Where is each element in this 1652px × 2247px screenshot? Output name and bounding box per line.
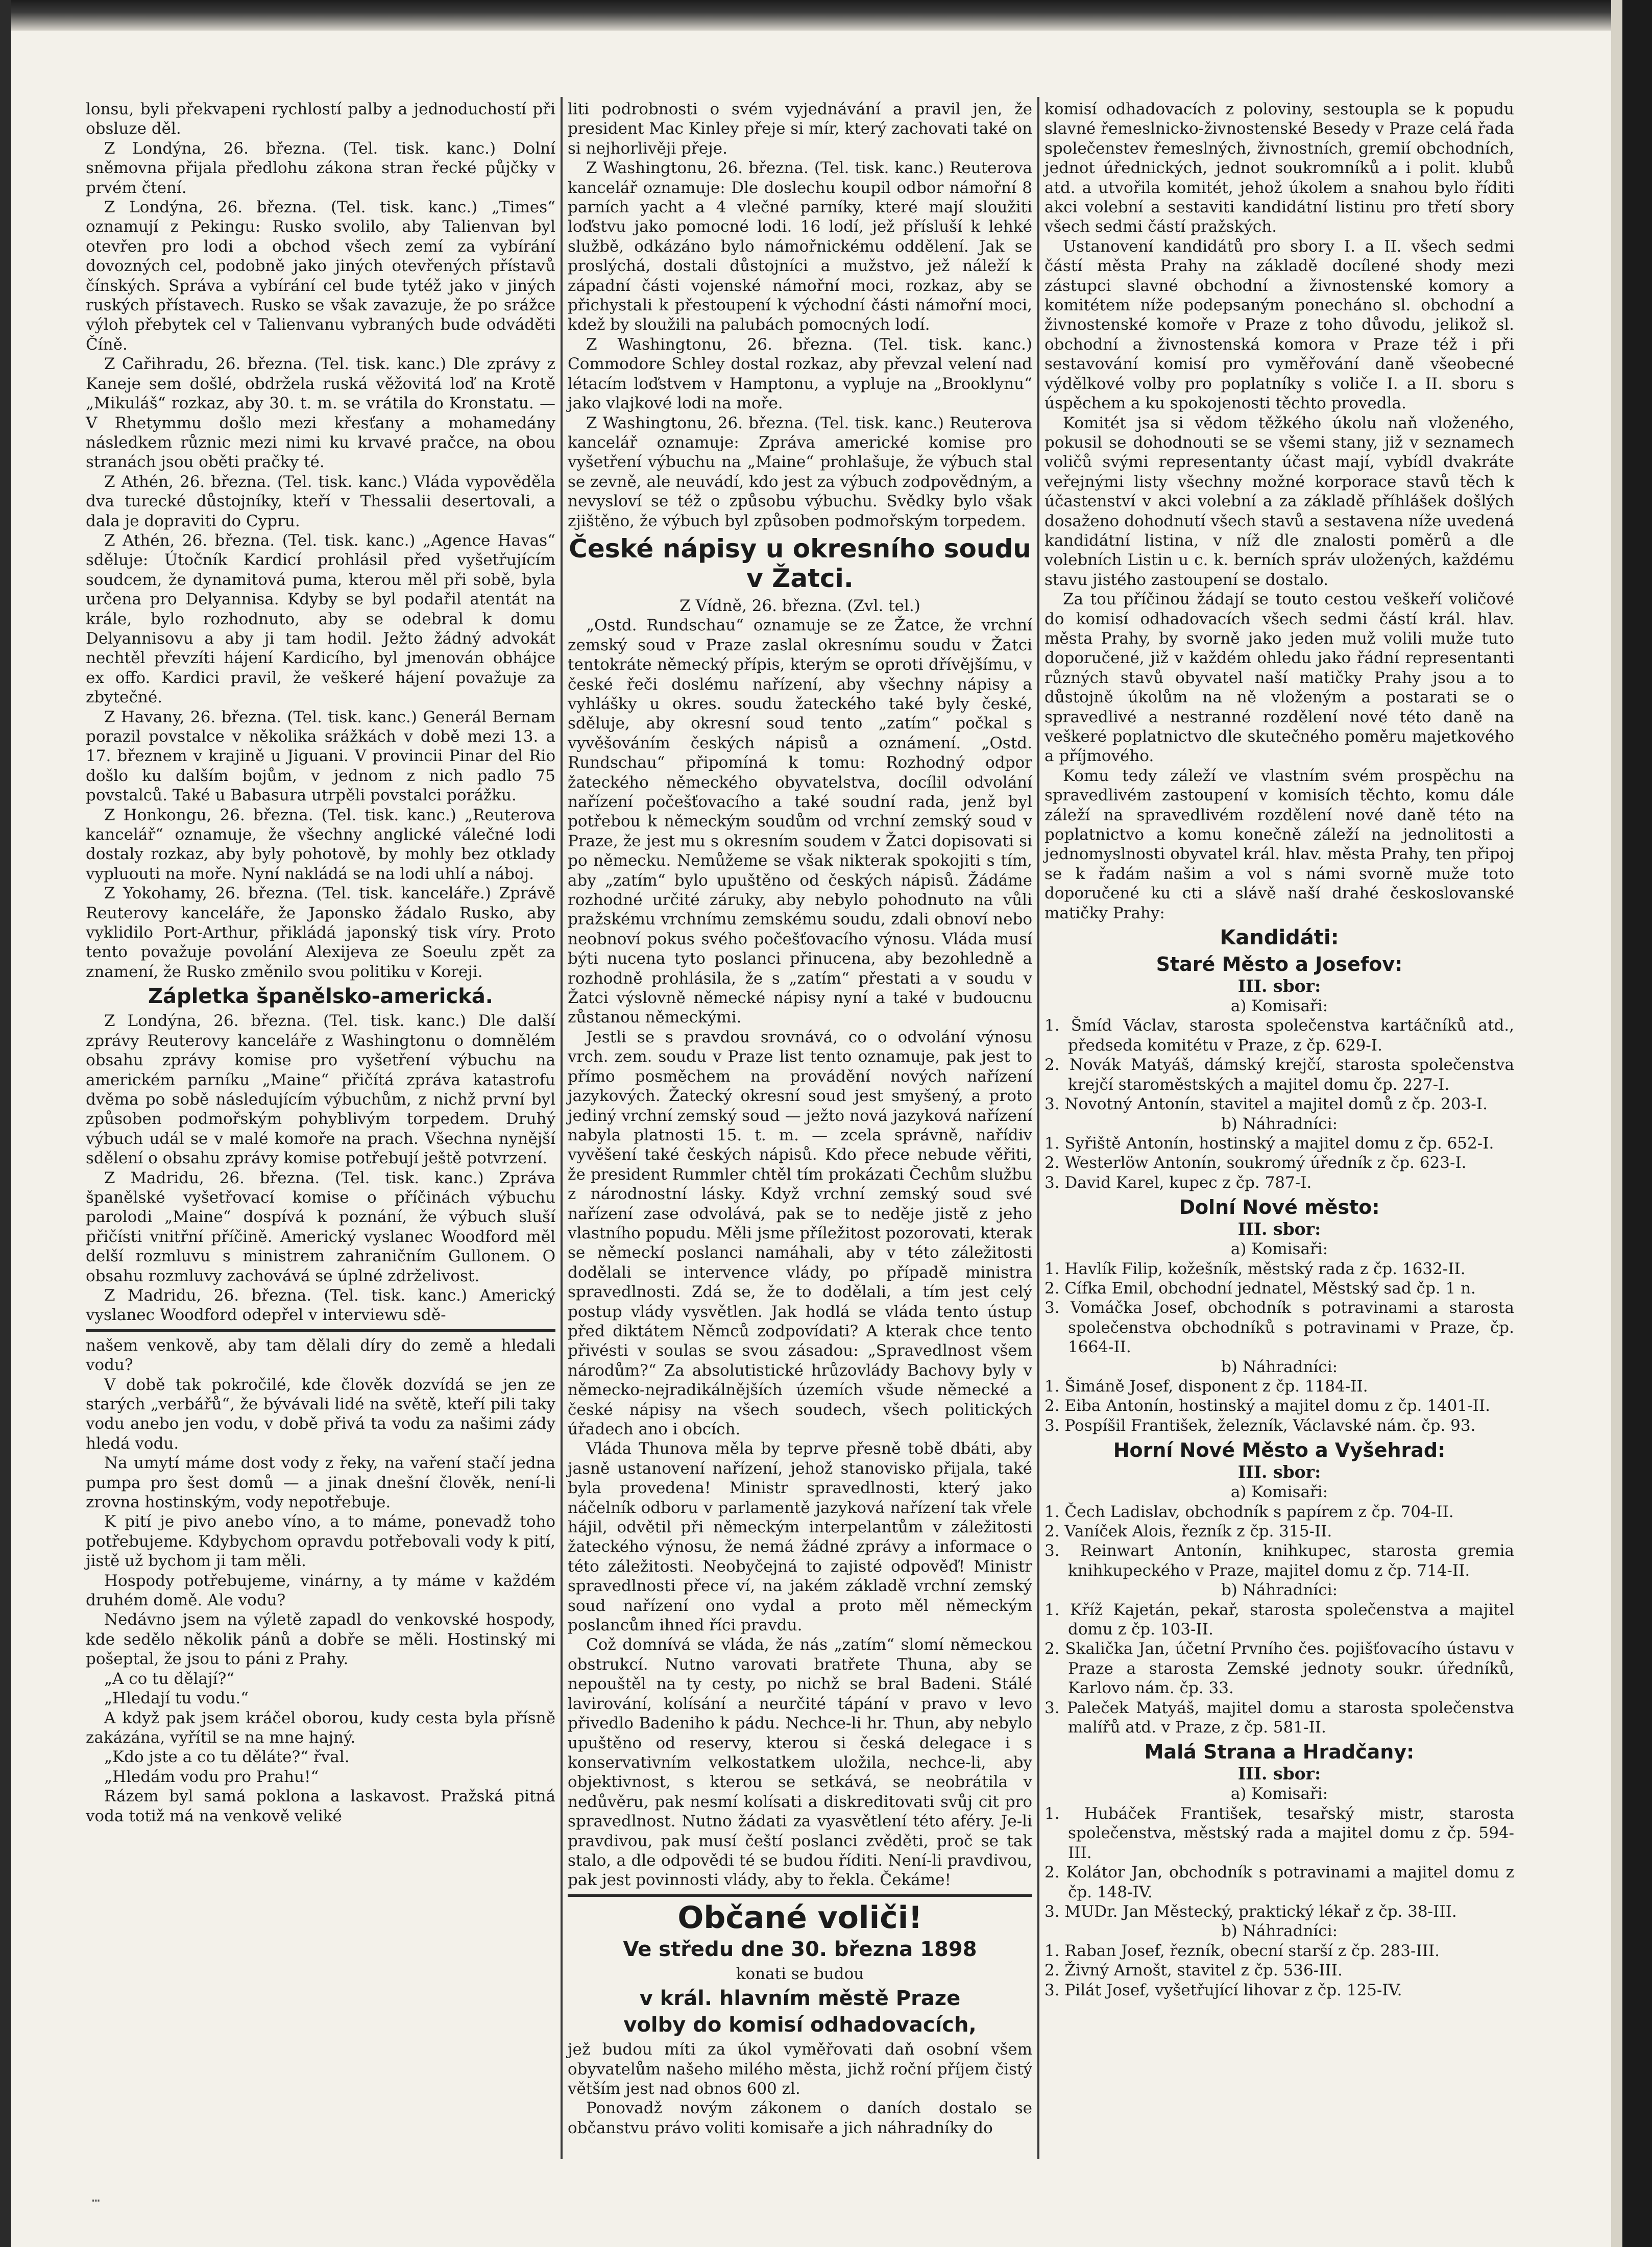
candidate-entry: 2. Živný Arnošt, stavitel z čp. 536-III. [1044,1961,1343,1980]
substitutes-label: b) Náhradníci: [1221,1922,1338,1941]
paragraph: lonsu, byli překvapeni rychlostí palby a jednoduchostí při obsluze děl. [86,100,555,138]
candidate-entry: 1. Čech Ladislav, obchodník s papírem z čp. 704-II. [1044,1502,1454,1521]
feuilleton-paragraph: K pití je pivo anebo víno, a to máme, ponevadž toho potřebujeme. Kdybychom opravdu potřebovali vody k pití, jistě už bychom ji tam měli. [86,1512,555,1571]
candidate-entry: 2. Cífka Emil, obchodní jednatel, Městský sad čp. 1 n. [1044,1279,1476,1298]
announcement-text: jež budou míti za úkol vyměřovati daň osobní všem obyvatelům našeho milého města, jichž roční příjem čistý větším jest nad obnos 600 zl. [568,2040,1032,2098]
divider [86,1329,555,1332]
column-rule [561,97,563,2159]
candidate-entry: 1. Hubáček František, tesařský mistr, starosta společenstva, městský rada a majitel domu z čp. 594-III. [1044,1804,1514,1862]
substitutes-label: b) Náhradníci: [1221,1114,1338,1133]
feuilleton-paragraph: Na umytí máme dost vody z řeky, na vaření stačí jedna pumpa pro šest domů — a jinak dnešní člověk, není-li zrovna hostinským, vody nepotřebuje. [86,1454,555,1512]
announcement-text: Komitét jsa si vědom těžkého úkolu naň vloženého, pokusil se dohodnouti se se všemi stany, již v seznamech voličů svými representanty účast mají, vybídl dvakráte veřejnými listy všechny možné korporace stavů těch k účastenství v akci volební a za základě příhlášek došlých dosaženo dohodnutí všech stavů a sestavena níže uvedená kandidátní listina, v níž dle znalosti poměrů a dle volebních Listin u c. k. berních správ uložených, každému stavu jistého zastoupení se dostalo. [1044,413,1514,589]
column-right [1044,100,1514,2000]
news-item: Z Madridu, 26. března. (Tel. tisk. kanc.) Americký vyslanec Woodford odepřel v interviewu sdě- [86,1286,555,1325]
column-left [86,100,555,1826]
news-item: Z Cařihradu, 26. března. (Tel. tisk. kanc.) Dle zprávy z Kaneje sem došlé, obdržela ruská věžovitá loď na Krotě „Mikuláš“ rozkaz, aby 30. t. m. se vrátila do Kronstatu. — V Rhetymmu došlo mezi křesťany a mohamedány následkem různic mezi nimi ku krvavé pračce, na obou stranách jsou oběti pračky té. [86,355,555,472]
dialogue-line: „Hledají tu vodu.“ [104,1689,249,1708]
candidate-entry: 3. Novotný Antonín, stavitel a majitel domů z čp. 203-I. [1044,1095,1488,1114]
candidate-entry: 2. Eiba Antonín, hostinský a majitel domu z čp. 1401-II. [1044,1397,1490,1415]
news-item: Z Havany, 26. března. (Tel. tisk. kanc.) Generál Bernam porazil povstalce v několika srážkách v době mezi 13. a 17. březnem v krajině u Jiguani. V provincii Pinar del Rio došlo ku dalším bojům, v jednom z nich padlo 75 povstalců. Také u Babasura utrpěli povstalci porážku. [86,707,555,805]
candidate-entry: 1. Syřiště Antonín, hostinský a majitel domu z čp. 652-I. [1044,1134,1494,1153]
feuilleton-paragraph: Hospody potřebujeme, vinárny, a ty máme v každém druhém domě. Ale vodu? [86,1571,555,1610]
article-paragraph: Vláda Thunova měla by teprve přesně tobě dbáti, aby jasně ustanovení nařízení, jehož stanovisko přijala, také byla provedena! Ministr spravedlnosti, který jako náčelník odboru v parlamentě jazyková nařízení tak vřele hájil, odvětil při německým interpelantům v záležitosti žateckého výnosu, že nemá žádné zprávy a informace o této záležitosti. Neobyčejná to zajisté odpověď! Ministr spravedlnosti přece ví, na jakém základě vrchní zemský soud nařízení ono vydal a proto měl německým poslancům ihned říci pravdu. [568,1439,1032,1635]
candidate-entry: 1. Havlík Filip, kožešník, městský rada z čp. 1632-II. [1044,1259,1466,1278]
scan-border-top [0,0,1652,31]
announcement-text: Ponovadž novým zákonem o daních dostalo se občanstvu právo voliti komisaře a jich náhradníky do [568,2099,1032,2137]
commissioners-label: a) Komisaři: [1230,1240,1328,1259]
news-item: Z Washingtonu, 26. března. (Tel. tisk. kanc.) Commodore Schley dostal rozkaz, aby převzal velení nad létacím loďstvem v Hamptonu, a vypluje na „Brooklynu“ jako vlajkové lodi na moře. [568,335,1032,413]
announcement-text: Za tou příčinou žádají se touto cestou veškeří voličové do komisí odhadovacích všech sedmi částí král. hlav. města Prahy, by svorně jako jeden muž volili muže tuto doporučené, již v každém ohledu jako řádní representanti různých stavů obyvatel naší matičky Prahy jsou a to důstojně úkolům na ně vloženým a postarati se o spravedlivé a nestranné rozdělení nové této daně na veškeré poplatnictvo dle skutečného poměru majetkového a příjmového. [1044,590,1514,766]
announcement-text: komisí odhadovacích z poloviny, sestoupla se k popudu slavné řemeslnicko-živnostenské Besedy v Praze celá řada společenstev řemeslných, živnostních, gremií obchodních, jednot úřednických, jednot soukromníků a i polit. klubů atd. a utvořila komitét, jehož úkolem a snahou bylo říditi akci volební a sestaviti kandidátní listinu pro třetí sbory všech sedmi částí pražských. [1044,100,1514,236]
scan-border-left [0,0,11,2247]
candidates-heading: Kandidáti: [1220,926,1339,950]
article-paragraph: „Ostd. Rundschau“ oznamuje se ze Žatce, že vrchní zemský soud v Praze zaslal okresnímu soudu v Žatci tentokráte německý přípis, kterým se oproti dřívějšímu, v české řeči doslému nařízení, aby všechny nápisy a vyhlášky u okres. soudu žateckého také byly české, sděluje, aby okresní soud tento „zatím“ počkal s vyvěšováním českých nápisů a oznámení. „Ostd. Rundschau“ připomíná k tomu: Rozhodný odpor žateckého německého obyvatelstva, docílil odvolání nařízení počešťovacího a také soudní rada, jenž byl potřebou k německým soudům od vrchní zemský soud v Praze, že jest mu s okresním soudem v Žatci dopisovati si po německu. Nemůžeme se však nikterak spokojiti s tím, aby „zatím“ bylo upuštěno od českých nápisů. Žádáme rozhodné určité záruky, aby nebylo pohodnuto na vůli pražskému vrchnímu zemskému soudu, zdali obnoví nebo neobnoví pokus svého počešťovacího výnosu. Vláda musí býti nucena tyto poslanci přinucena, aby bezohledně a rozhodně prohlásila, že s „zatím“ přestati a v soudu v Žatci výslovně německé nápisy nyní a také v budoucnu zůstanou německými. [568,616,1032,1027]
article-headline: České nápisy u okresního soudu v Žatci. [569,533,1031,593]
news-item: Z Londýna, 26. března. (Tel. tisk. kanc.) Dolní sněmovna přijala předlohu zákona stran řecké půjčky v prvém čtení. [86,139,555,197]
feuilleton-paragraph: Rázem byl samá poklona a laskavost. Pražská pitná voda totiž má na venkově veliké [86,1787,555,1825]
column-rule [1037,97,1039,2159]
feuilleton-paragraph: A když pak jsem kráčel oborou, kudy cesta byla přísně zakázána, vyřítil se na mne hajný. [86,1708,555,1747]
dialogue-line: „A co tu dělají?“ [104,1669,235,1688]
commissioners-label: a) Komisaři: [1230,997,1328,1016]
candidate-entry: 2. Vaníček Alois, řezník z čp. 315-II. [1044,1522,1332,1541]
candidate-entry: 2. Kolátor Jan, obchodník s potravinami a majitel domu z čp. 148-IV. [1044,1863,1514,1901]
column-middle [568,100,1032,2138]
announcement-title: Občané voliči! [677,1899,922,1936]
dialogue-line: „Hledám vodu pro Prahu!“ [104,1767,319,1786]
scan-border-right [1611,0,1652,2247]
commissioners-label: a) Komisaři: [1230,1785,1328,1803]
section-heading: Zápletka španělsko-americká. [148,985,493,1009]
candidate-entry: 3. Pilát Josef, vyšetřující lihovar z čp. 125-IV. [1044,1981,1402,1999]
candidate-entry: 3. David Karel, kupec z čp. 787-I. [1044,1173,1312,1192]
board-heading: III. sbor: [1237,1462,1321,1482]
candidate-entry: 1. Šmíd Václav, starosta společenstva kartáčníků atd., předseda komitétu v Praze, z čp. 629-I. [1044,1016,1514,1055]
candidate-entry: 1. Raban Josef, řezník, obecní starší z čp. 283-III. [1044,1941,1440,1960]
article-paragraph: Jestli se s pravdou srovnává, co o odvolání výnosu vrch. zem. soudu v Praze list tento oznamuje, pak jest to přímo posměchem na provádění nových nařízení jazykových. Žatecký okresní soud jest smyšený, a proto jediný vrchní zemský soud — ježto nová jazyková nařízení nabyla platnosti 15. t. m. — zcela správně, nařídiv vyvěšení také českých nápisů. Kdo přece nebude věřiti, že president Rummler chtěl tím prokázati Čechům službu z národnostní lásky. Když vrchní zemský soud své nařízení zase odvolává, pak se to neděje jistě z jeho vlastního popudu. Měli jsme příležitost pozorovati, kterak se německí poslanci namáhali, aby v této záležitosti dodělali se intervence vlády, po případě ministra spravedlnosti. Zdá se, že to dodělali, a tím jest celý postup vlády vysvětlen. Jak hodlá se vláda tento ústup před diktátem Němců zodpovídati? A kterak chce tento přivésti v soulas se svou zásadou: „Spravedlnost všem národům?“ Za absolutistické hrůzovlády Bachovy byly v německo-nejradikálnějších územích všude německé a české nápisy na všech soudech, všech politických úřadech ano i obcích. [568,1028,1032,1438]
candidate-entry: 2. Skalička Jan, účetní Prvního čes. pojišťovacího ústavu v Praze a starosta Zemské jednoty soukr. úředníků, Karlovo nám. čp. 33. [1044,1640,1514,1698]
candidate-entry: 3. Pospíšil František, železník, Václavské nám. čp. 93. [1044,1416,1476,1435]
commissioners-label: a) Komisaři: [1230,1483,1328,1502]
news-item: Z Madridu, 26. března. (Tel. tisk. kanc.) Zpráva španělské vyšetřovací komise o příčinách výbuchu parolodi „Maine“ dospívá k poznání, že výbuch sluší přičísti vnitřní příčině. Americký vyslanec Woodford měl delší rozmluvu s ministrem zahraničním Gullonem. O obsahu rozmluvy zachovává se úplné zdrželivost. [86,1168,555,1285]
district-heading: Horní Nové Město a Vyšehrad: [1113,1439,1446,1462]
announcement-elections: volby do komisí odhadovacích, [623,2013,977,2037]
candidate-entry: 2. Novák Matyáš, dámský krejčí, starosta společenstva krejčí staroměstských a majitel domu čp. 227-I. [1044,1056,1514,1094]
news-item: Z Washingtonu, 26. března. (Tel. tisk. kanc.) Reuterova kancelář oznamuje: Zpráva americké komise pro vyšetření výbuchu na „Maine“ prohlašuje, že výbuch stal se zevně, ale neuvádí, kdo jest za výbuch zodpovědným, a nevysloví se též o způsobu výbuchu. Svědky bylo však zjištěno, že výbuch byl způsoben podmořským torpedem. [568,413,1032,530]
district-heading: Dolní Nové město: [1179,1196,1380,1219]
dialogue-line: „Kdo jste a co tu děláte?“ řval. [104,1748,350,1767]
article-paragraph: Což domnívá se vláda, že nás „zatím“ slomí německou obstrukcí. Nutno varovati bratřete Thuna, aby se nepouštěl na ty cesty, po nichž se bral Badeni. Stálé lavirování, kolísání a neurčité tápání v pravo v levo přivedlo Badeniho k pádu. Nechce-li hr. Thun, aby nebylo upuštěno od reservy, kterou si česká delegace i s konservativním velkostatkem uložila, nechce-li, aby objektivnost, s kterou se setkává, se neobrátila v nedůvěru, pak nesmí kolísati a diskreditovati svůj cit pro spravedlnost. Nutno žádati za vyasvětlení této aféry. Je-li pravdivou, pak musí čeští poslanci zvěděti, proč se tak stalo, a dle odpovědi té se budou říditi. Není-li pravdivou, pak jest povinnosti vlády, aby to řekla. Čekáme! [568,1635,1032,1890]
announcement-text: Komu tedy záleží ve vlastním svém prospěchu na spravedlivém zastoupení v komisích těchto, komu dále záleží na spravedlivém rozdělení nové daně této na poplatnictvo a komu konečně záleží na jednolitosti a jednomyslnosti obyvatel král. hlav. města Prahy, ten připoj se k řadám našim a vol s námi svorně muže toto doporučené ku cti a slávě naší drahé českoslovanské matičky Prahy: [1044,766,1514,922]
candidate-entry: 3. Vomáčka Josef, obchodník s potravinami a starosta společenstva obchodníků s potravinami v Praze, čp. 1664-II. [1044,1299,1514,1357]
substitutes-label: b) Náhradníci: [1221,1581,1338,1600]
news-item: Z Londýna, 26. března. (Tel. tisk. kanc.) „Times“ oznamují z Pekingu: Rusko svolilo, aby Talienvan byl otevřen pro lodi a obchod všech zemí za vybírání dovozných cel, podobně jako jiných otevřených přístavů čínských. Správa a vybírání cel bude tytéž jako v jiných ruských přístavech. Rusko se však zavazuje, že po srážce výloh přebytek cel v Talienvanu vybraných bude odváděti Číně. [86,198,555,354]
candidate-entry: 3. MUDr. Jan Městecký, praktický lékař z čp. 38-III. [1044,1902,1457,1921]
board-heading: III. sbor: [1237,1219,1321,1239]
candidate-entry: 2. Westerlöw Antonín, soukromý úředník z čp. 623-I. [1044,1154,1467,1173]
news-item: Z Athén, 26. března. (Tel. tisk. kanc.) Vláda vypověděla dva turecké důstojníky, kteří v Thessalii desertovali, a dala je dopraviti do Cypru. [86,472,555,530]
candidate-entry: 1. Kříž Kajetán, pekař, starosta společenstva a majitel domu z čp. 103-II. [1044,1600,1514,1639]
announcement-city: v král. hlavním městě Praze [639,1987,961,2011]
announcement-date: Ve středu dne 30. března 1898 [623,1937,977,1961]
feuilleton-paragraph: V době tak pokročilé, kde člověk dozvídá se jen ze starých „verbářů“, že bývávali lidé na světě, kteří pili taky vodu anebo jen vodu, v době přivá ta vodu za našimi zády hledá vodu. [86,1375,555,1453]
dateline: Z Vídně, 26. března. (Zvl. tel.) [679,596,920,615]
feuilleton-paragraph: Nedávno jsem na výletě zapadl do venkovské hospody, kde sedělo několik pánů a dobře se měli. Hostinský mi pošeptal, že jsou to páni z Prahy. [86,1610,555,1669]
board-heading: III. sbor: [1237,976,1321,996]
candidate-entry: 1. Šimáně Josef, disponent z čp. 1184-II. [1044,1377,1368,1396]
divider [568,1894,1032,1897]
paragraph: liti podrobnosti o svém vyjednávání a pravil jen, že president Mac Kinley přeje si mír, který zachovati také on si nejhorlivěji přeje. [568,100,1032,158]
feuilleton-paragraph: našem venkově, aby tam dělali díry do země a hledali vodu? [86,1336,555,1375]
district-heading: Malá Strana a Hradčany: [1144,1741,1415,1764]
candidate-entry: 3. Reinwart Antonín, knihkupec, starosta gremia knihkupeckého v Praze, majitel domu z čp. 714-II. [1044,1542,1514,1580]
board-heading: III. sbor: [1237,1764,1321,1784]
district-heading: Staré Město a Josefov: [1156,953,1403,976]
candidate-entry: 3. Paleček Matyáš, majitel domu a starosta společenstva malířů atd. v Praze, z čp. 581-II. [1044,1698,1514,1737]
announcement-text: Ustanovení kandidátů pro sbory I. a II. všech sedmi částí města Prahy na základě docílené shody mezi zástupci slavné obchodní a živnostenské komory a komitétem níže podepsaným ponecháno sl. obchodní a živnostenské komoře v Praze z toho důvodu, jelikož sl. obchodní a živnostenská komora v Praze též i při sestavování komisí pro vyměřování daně všeobecné výdělkové volby pro poplatníky s voliče I. a II. sboru s úspěchem a ku spokojenosti těchto provedla. [1044,237,1514,413]
news-item: Z Londýna, 26. března. (Tel. tisk. kanc.) Dle další zprávy Reuterovy kanceláře z Washingtonu o domnělém obsahu zprávy komise pro vyšetření výbuchu na americkém parníku „Maine“ přičítá zpráva katastrofu dvěma po sobě následujícím výbuchům, z nichž první byl způsoben podmořským pohyblivým torpedem. Druhý výbuch udál se v malé komoře na prach. Všechna nynější sdělení o obsahu zprávy komise potřebují ještě potvrzení. [86,1012,555,1168]
news-item: Z Honkongu, 26. března. (Tel. tisk. kanc.) „Reuterova kancelář“ oznamuje, že všechny anglické válečné lodi dostaly rozkaz, aby byly pohotově, by mohly bez otklady vypluouti na moře. Nyní nakládá se na lodi uhlí a náboj. [86,805,555,883]
news-item: Z Athén, 26. března. (Tel. tisk. kanc.) „Agence Havas“ sděluje: Útočník Kardicí prohlásil před vyšetřujícím soudcem, že dynamitová puma, kterou měl při sobě, byla určena pro Delyannisa. Kdyby se byl podařil atentát na krále, bylo rozhodnuto, aby se odebral k domu Delyannisovu a aby ji tam hodil. Ježto žádný advokát nechtěl převzíti hájení Kardicího, byl jmenován obhájce ex offo. Kardici pravil, že veškeré hájení považuje za zbytečné. [86,531,555,707]
substitutes-label: b) Náhradníci: [1221,1357,1338,1376]
news-item: Z Yokohamy, 26. března. (Tel. tisk. kanceláře.) Zprávě Reuterovy kanceláře, že Japonsko žádalo Rusko, aby vyklidilo Port-Arthur, přikládá japonský tisk víry. Proto tento považuje povolání Alexijeva ze Soeulu zpět za znamení, že Rusko změnilo svou politiku v Koreji. [86,884,555,981]
news-item: Z Washingtonu, 26. března. (Tel. tisk. kanc.) Reuterova kancelář oznamuje: Dle doslechu koupil odbor námořní 8 parních yacht a 4 vlečné parníky, které mají sloužiti loďstvu jako pomocné lodi. 16 lodí, jež přísluší k lehké službě, odkázáno bylo námořnickému oddělení. Jak se proslýchá, dostali důstojníci a mužstvo, jež náleží k západní části vojenské námořní moci, rozkaz, aby se přichystali k přestoupení k východní části námořní moci, kdež by sloužili na palubách pomocných lodí. [568,159,1032,334]
page-footer-mark: … [92,2190,100,2205]
announcement-line: konati se budou [736,1964,864,1983]
